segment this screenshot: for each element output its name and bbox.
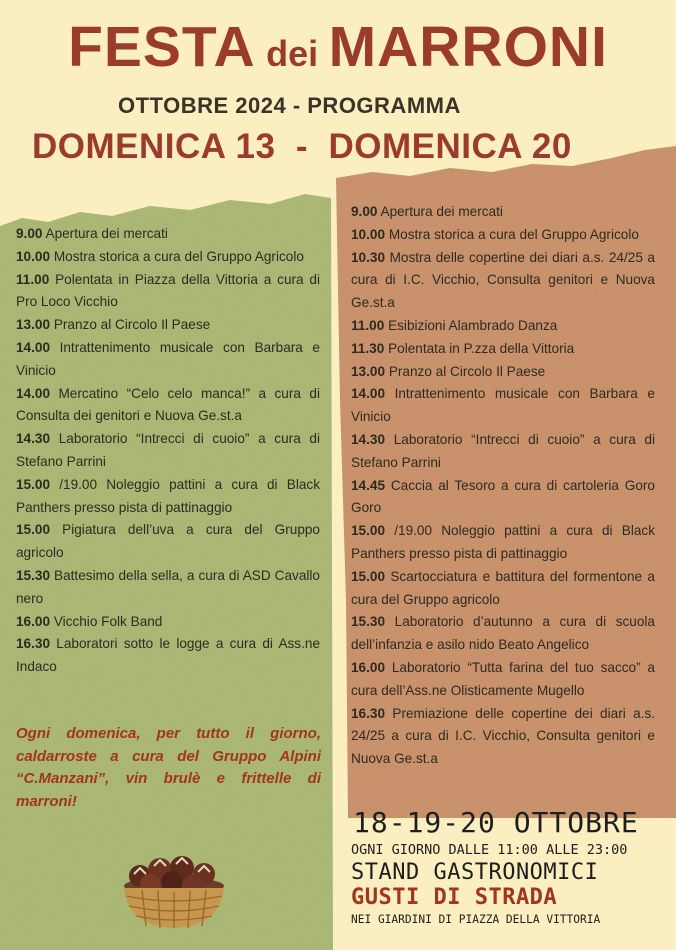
schedule-item bbox=[351, 315, 655, 338]
event-location: NEI GIARDINI DI PIAZZA DELLA VITTORIA bbox=[351, 913, 601, 926]
schedule-time: 15.00 bbox=[351, 523, 386, 539]
schedule-item bbox=[351, 429, 655, 475]
chestnut-basket-icon bbox=[118, 846, 230, 932]
schedule-text: Mostra storica a cura del Gruppo Agricolo bbox=[388, 226, 639, 242]
daily-hours: OGNI GIORNO DALLE 11:00 ALLE 23:00 bbox=[351, 842, 628, 858]
schedule-item bbox=[16, 611, 320, 634]
schedule-text: Laboratori sotto le logge a cura di Ass.ne Indaco bbox=[16, 636, 320, 675]
schedule-time: 14.00 bbox=[16, 385, 51, 401]
stand-gastronomici: STAND GASTRONOMICI bbox=[351, 860, 599, 885]
schedule-text: Premiazione delle copertine dei diari a.s. 24/25 a cura di I.C. Vicchio, Consulta genitori e Nuova Ge.st.a bbox=[351, 705, 655, 767]
schedule-text: Vicchio Folk Band bbox=[53, 613, 163, 629]
schedule-text: Esibizioni Alambrado Danza bbox=[388, 317, 558, 333]
schedule-item bbox=[16, 565, 320, 611]
schedule-text: Mostra storica a cura del Gruppo Agricolo bbox=[53, 248, 304, 264]
sunday-dates: DOMENICA 13 - DOMENICA 20 bbox=[32, 127, 572, 166]
schedule-time: 15.00 bbox=[16, 522, 51, 538]
schedule-time: 15.30 bbox=[351, 614, 386, 630]
schedule-time: 9.00 bbox=[351, 204, 378, 219]
schedule-item bbox=[16, 519, 320, 565]
event-dates: 18-19-20 OTTOBRE bbox=[353, 806, 639, 839]
title-festa: FESTA bbox=[68, 15, 256, 79]
schedule-text: Scartocciatura e battitura del formentone a cura del Gruppo agricolo bbox=[351, 568, 655, 607]
schedule-item bbox=[351, 611, 655, 657]
schedule-text: Laboratorio “Intrecci di cuoio” a cura di Stefano Parrini bbox=[351, 431, 655, 470]
schedule-time: 13.00 bbox=[16, 317, 51, 333]
schedule-time: 16.00 bbox=[351, 659, 386, 675]
schedule-item bbox=[16, 474, 320, 520]
schedule-text: Polentata in P.zza della Vittoria bbox=[388, 340, 575, 356]
schedule-time: 14.30 bbox=[16, 431, 51, 447]
schedule-text: /19.00 Noleggio pattini a cura di Black Panthers presso pista di pattinaggio bbox=[351, 523, 655, 561]
schedule-item bbox=[351, 201, 655, 224]
schedule-item bbox=[351, 383, 655, 429]
schedule-item bbox=[351, 566, 655, 612]
schedule-text: Caccia al Tesoro a cura di cartoleria Goro Goro bbox=[351, 477, 655, 516]
schedule-time: 10.00 bbox=[351, 226, 386, 242]
schedule-text: Pigiatura dell’uva a cura del Gruppo agricolo bbox=[16, 522, 320, 561]
schedule-time: 16.00 bbox=[16, 613, 51, 629]
schedule-text: Pranzo al Circolo Il Paese bbox=[388, 363, 546, 379]
schedule-item bbox=[351, 338, 655, 361]
gusti-di-strada: GUSTI DI STRADA bbox=[351, 885, 558, 910]
poster-title bbox=[0, 14, 676, 80]
schedule-item bbox=[16, 269, 320, 315]
schedule-time: 16.30 bbox=[351, 705, 386, 721]
schedule-item bbox=[16, 223, 320, 246]
schedule-time: 10.30 bbox=[351, 249, 386, 265]
programma-domenica-13 bbox=[16, 223, 320, 679]
schedule-text: Apertura dei mercati bbox=[45, 226, 168, 241]
schedule-time: 16.30 bbox=[16, 636, 51, 652]
schedule-time: 15.00 bbox=[351, 568, 386, 584]
schedule-time: 10.00 bbox=[16, 248, 51, 264]
schedule-time: 13.00 bbox=[351, 363, 386, 379]
schedule-time: 14.00 bbox=[351, 386, 386, 402]
programma-domenica-20 bbox=[351, 201, 655, 771]
schedule-item bbox=[16, 633, 320, 679]
schedule-item bbox=[351, 657, 655, 703]
schedule-text: Laboratorio d’autunno a cura di scuola dell’infanzia e asilo nido Beato Angelico bbox=[351, 614, 655, 653]
schedule-text: Mercatino “Celo celo manca!” a cura di Consulta dei genitori e Nuova Ge.st.a bbox=[16, 385, 320, 424]
schedule-item bbox=[16, 383, 320, 429]
schedule-text: Laboratorio “Tutta farina del tuo sacco” a cura dell’Ass.ne Olisticamente Mugello bbox=[351, 659, 655, 698]
schedule-time: 11.00 bbox=[351, 317, 385, 333]
schedule-item bbox=[351, 247, 655, 315]
schedule-text: Intrattenimento musicale con Barbara e Vinicio bbox=[351, 386, 655, 425]
schedule-time: 14.00 bbox=[16, 339, 51, 355]
schedule-item bbox=[16, 428, 320, 474]
schedule-item bbox=[351, 520, 655, 566]
schedule-item bbox=[351, 224, 655, 247]
schedule-item bbox=[16, 246, 320, 269]
schedule-text: Apertura dei mercati bbox=[380, 204, 503, 219]
title-marroni: MARRONI bbox=[328, 15, 608, 79]
schedule-text: /19.00 Noleggio pattini a cura di Black Panthers presso pista di pattinaggio bbox=[16, 476, 320, 515]
schedule-item bbox=[351, 361, 655, 384]
schedule-item bbox=[16, 314, 320, 337]
schedule-time: 11.00 bbox=[16, 271, 50, 287]
schedule-text: Laboratorio “Intrecci di cuoio” a cura di Stefano Parrini bbox=[16, 431, 320, 469]
schedule-time: 14.45 bbox=[351, 477, 386, 493]
schedule-time: 15.30 bbox=[16, 567, 51, 583]
schedule-text: Pranzo al Circolo Il Paese bbox=[53, 317, 211, 333]
schedule-text: Intrattenimento musicale con Barbara e Vinicio bbox=[16, 339, 320, 378]
schedule-text: Mostra delle copertine dei diari a.s. 24/25 a cura di I.C. Vicchio, Consulta genitori e Nuova Ge.st.a bbox=[351, 249, 655, 311]
schedule-text: Polentata in Piazza della Vittoria a cura di Pro Loco Vicchio bbox=[16, 271, 320, 310]
schedule-item bbox=[351, 475, 655, 521]
subtitle: OTTOBRE 2024 - PROGRAMMA bbox=[118, 93, 461, 118]
schedule-item bbox=[16, 337, 320, 383]
schedule-time: 9.00 bbox=[16, 226, 43, 241]
caldarroste-note: Ogni domenica, per tutto il giorno, caldarroste a cura del Gruppo Alpini “C.Manzani”, vin brulè e frittelle di marroni! bbox=[16, 725, 321, 810]
schedule-time: 14.30 bbox=[351, 431, 386, 447]
schedule-time: 15.00 bbox=[16, 476, 51, 492]
schedule-text: Battesimo della sella, a cura di ASD Cavallo nero bbox=[16, 567, 320, 606]
title-dei: dei bbox=[266, 33, 319, 74]
schedule-item bbox=[351, 703, 655, 771]
schedule-time: 11.30 bbox=[351, 340, 385, 356]
